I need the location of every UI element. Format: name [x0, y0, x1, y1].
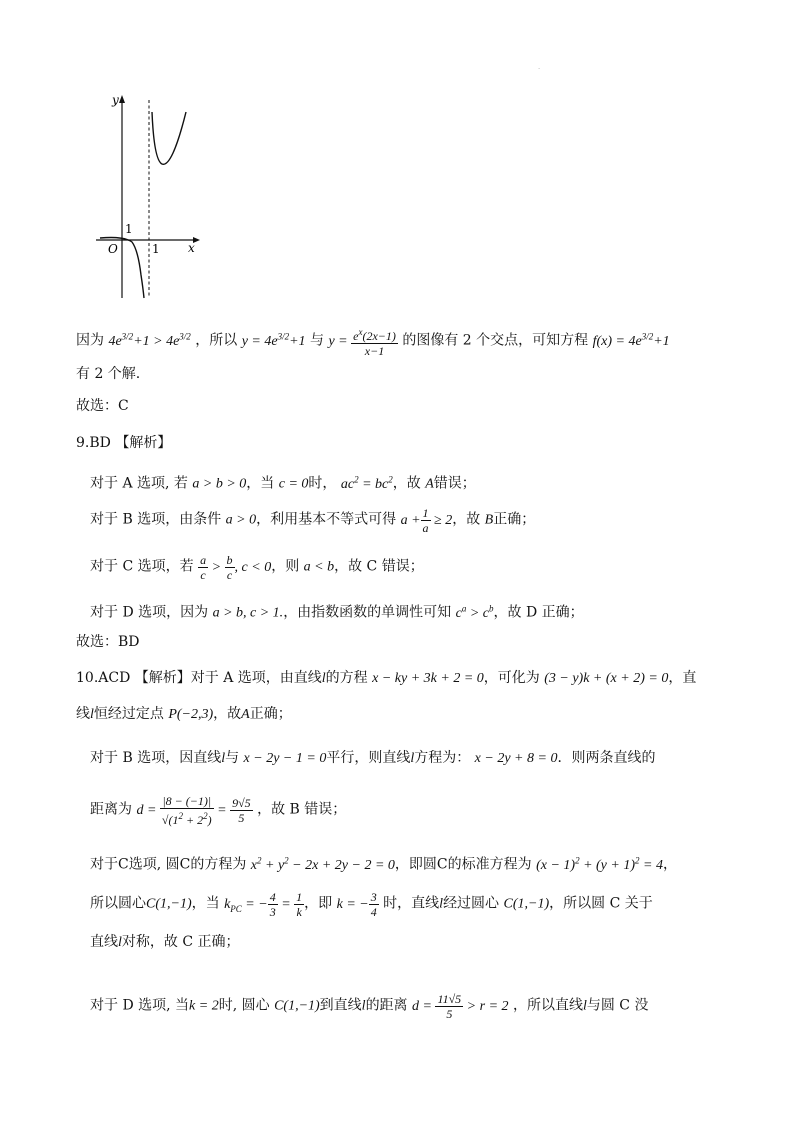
q9-option-c: 对于 C 选项，若 $\frac{a}{c}$ > $\frac{b}{c}$ , c < 0，则 a < b，故 C 错误； — [90, 553, 424, 582]
math-y2: y = $\frac{e^x(2x-1)}{x-1}$ — [328, 327, 396, 358]
y-axis-arrow — [119, 95, 125, 103]
x-axis-label: x — [188, 241, 195, 255]
q10-option-b-line-2: 距离为 d = $\frac{|8 - (-1)|}{√(1^2 + 2^2)}$ = $\frac{9√5}{5}$ ，故 B 错误； — [90, 794, 347, 827]
answer-8: 故选：C — [76, 398, 129, 414]
text-line-2: 有 2 个解. — [76, 366, 141, 382]
q10-option-c-line-1: 对于C选项, 圆C的方程为 $x^2 + y^2 - 2x + 2y - 2 = 0$，即圆C的标准方程为 $(x - 1)^2 + (y + 1)^2 = 4$， — [90, 855, 677, 873]
function-graph — [96, 90, 206, 302]
math-ineq: $4e^{3/2}+1 > 4e^{3/2}$ — [108, 331, 191, 349]
q9-option-d: 对于 D 选项，因为 a > b, c > 1.，由指数函数的单调性可知 $c^a > c^b$，故 D 正确； — [90, 603, 584, 621]
q10-line-1: 10.ACD 【解析】对于 A 选项，由直线l的方程 x − ky + 3k + 2 = 0，可化为 (3 − y)k + (x + 2) = 0，直 — [76, 670, 697, 686]
q10-option-d: 对于 D 选项, 当k = 2时, 圆心 C(1,−1)到直线l的距离 d = $\frac{11√5}{5}$ > r = 2 ，所以直线l与圆 C 没 — [90, 992, 649, 1021]
answer-9: 故选：BD — [76, 634, 140, 650]
text-line-1: 因为 $4e^{3/2}+1 > 4e^{3/2}$ ，所以 $y = 4e^{3/2}+1$ 与 y = $\frac{e^x(2x-1)}{x-1}$ 的图像有 2 个交点，可知方程 $f(x) = 4e^{3/2}+1$ — [76, 327, 670, 358]
x-tick-label: 1 — [152, 242, 160, 256]
q9-option-a: 对于 A 选项, 若 a > b > 0，当 c = 0时， $ac^2 = bc^2$，故 A错误； — [90, 474, 476, 492]
y-tick-label: 1 — [125, 222, 133, 236]
q9-heading: 9.BD 【解析】 — [76, 435, 172, 451]
stray-dot: · — [538, 66, 540, 73]
q10-option-c-line-3: 直线l对称，故 C 正确； — [90, 934, 240, 950]
q10-option-c-line-2: 所以圆心C(1,−1)，当 $k_{PC}$ = − $\frac{4}{3}$ = $\frac{1}{k}$ ，即 k = − $\frac{3}{4}$ 时，直线l经过圆心 C(1,−1)，所以圆 C 关于 — [90, 890, 653, 919]
origin-label: O — [108, 242, 118, 256]
y-axis-label: y — [112, 93, 119, 107]
q10-option-b-line-1: 对于 B 选项，因直线l与 x − 2y − 1 = 0平行，则直线l方程为： x − 2y + 8 = 0．则两条直线的 — [90, 750, 656, 766]
q9-option-b: 对于 B 选项，由条件 a > 0，利用基本不等式可得 a + $\frac{1}{a}$ ≥ 2，故 B正确； — [90, 506, 536, 535]
math-y1: $y = 4e^{3/2}+1$ — [241, 331, 306, 349]
math-eq: $f(x) = 4e^{3/2}+1$ — [592, 331, 670, 349]
right-branch-curve — [152, 112, 186, 164]
q10-line-2: 线l恒经过定点 P(−2,3)，故A正确； — [76, 706, 292, 722]
